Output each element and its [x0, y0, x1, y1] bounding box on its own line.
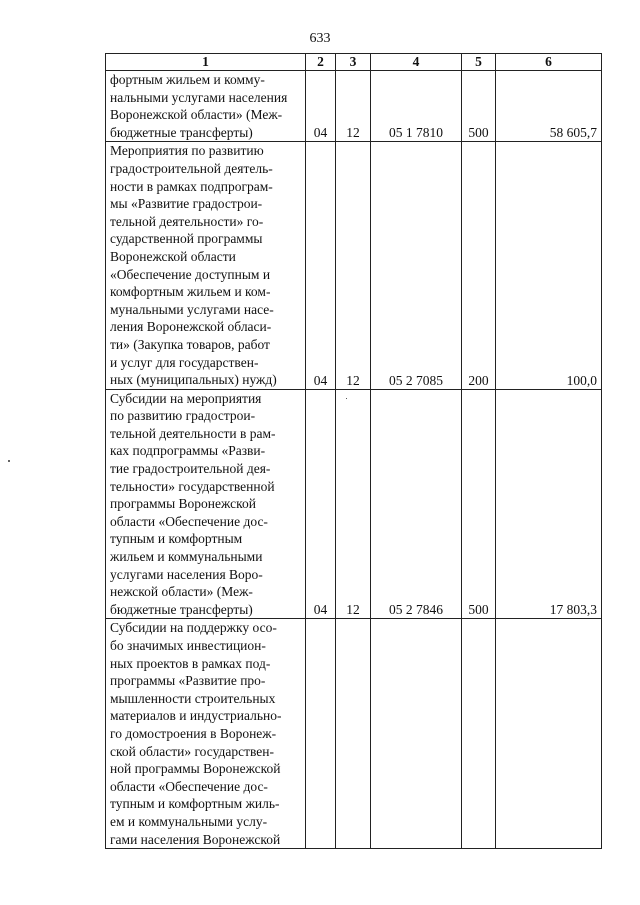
description-line: фортным жильем и комму- — [110, 72, 265, 87]
description-line: ления Воронежской обласи- — [110, 319, 272, 335]
target-article-cell: 05 2 7846 — [371, 389, 462, 619]
amount-cell: 58 605,7 — [496, 71, 602, 142]
page-number: 633 — [309, 31, 331, 46]
description-line: ности в рамках подпрограм- — [110, 178, 273, 194]
description-line: ках подпрограммы «Разви- — [110, 443, 266, 459]
table-row — [106, 71, 602, 142]
expense-type-cell: 200 — [462, 142, 496, 389]
description-line: услугами населения Воро- — [110, 566, 263, 582]
description-line: программы Воронежской — [110, 496, 256, 512]
description-line: программы «Развитие про- — [110, 673, 266, 689]
table-row — [106, 619, 602, 849]
expense-type-cell: 500 — [462, 389, 496, 619]
description-line: нальными услугами населения — [110, 89, 288, 105]
description-line: тие градостроительной дея- — [110, 461, 271, 477]
description-line: гами населения Воронежской — [110, 831, 281, 847]
description-cell — [106, 71, 306, 142]
description-line: материалов и индустриально- — [110, 708, 282, 724]
description-line: ной программы Воронежской — [110, 761, 281, 777]
scan-speck — [8, 460, 10, 462]
description-line: Воронежской области — [110, 248, 236, 264]
description-cell — [106, 142, 306, 389]
description-line: и услуг для государствен- — [110, 354, 259, 370]
description-line: области «Обеспечение дос- — [110, 513, 268, 529]
target-article-cell: 05 1 7810 — [371, 71, 462, 142]
description-cell — [106, 389, 306, 619]
description-line: ных проектов в рамках под- — [110, 655, 271, 671]
header-col-4: 4 — [371, 54, 462, 71]
header-row — [106, 54, 602, 71]
description-line: мунальными услугами насе- — [110, 301, 274, 317]
description-line: тупным и комфортным — [110, 531, 243, 547]
budget-table — [105, 53, 602, 849]
description-line: сударственной программы — [110, 231, 263, 247]
header-col-6: 6 — [496, 54, 602, 71]
description-line: нежской области» (Меж- — [110, 584, 253, 600]
description-line: бюджетные трансферты) — [110, 601, 253, 617]
description-line: мы «Развитие градострои- — [110, 196, 263, 212]
description-line: Воронежской области» (Меж- — [110, 107, 283, 123]
description-line: ти» (Закупка товаров, работ — [110, 336, 270, 352]
description-cell — [106, 619, 306, 849]
table-row — [106, 389, 602, 619]
target-article-cell: 05 2 7085 — [371, 142, 462, 389]
header-col-2: 2 — [306, 54, 336, 71]
description-line: жильем и коммунальными — [110, 549, 263, 565]
table-row — [106, 142, 602, 389]
description-line: Субсидии на поддержку осо- — [110, 620, 277, 636]
description-line: градостроительной деятель- — [110, 160, 273, 176]
header-col-3: 3 — [336, 54, 371, 71]
description-line: области «Обеспечение дос- — [110, 778, 268, 794]
expense-type-cell — [462, 619, 496, 849]
section-code-cell: 04 — [306, 142, 336, 389]
description-line: ем и коммунальными услу- — [110, 813, 268, 829]
subsection-code-cell: 12 — [336, 71, 371, 142]
description-line: «Обеспечение доступным и — [110, 266, 271, 282]
subsection-code-cell: 12 — [336, 389, 371, 619]
description-line: бо значимых инвестицион- — [110, 638, 266, 653]
target-article-cell — [371, 619, 462, 849]
description-line: бюджетные трансферты) — [110, 124, 253, 140]
description-line: го домостроения в Воронеж- — [110, 725, 277, 741]
description-line: мышленности строительных — [110, 690, 276, 706]
description-line: тельной деятельности» го- — [110, 213, 264, 229]
section-code-cell: 04 — [306, 389, 336, 619]
amount-cell — [496, 619, 602, 849]
description-line: ных (муниципальных) нужд) — [110, 372, 277, 388]
amount-cell: 17 803,3 — [496, 389, 602, 619]
amount-cell: 100,0 — [496, 142, 602, 389]
subsection-code-cell: 12 — [336, 142, 371, 389]
description-line: по развитию градострои- — [110, 408, 256, 424]
description-line: тельности» государственной — [110, 478, 275, 494]
expense-type-cell: 500 — [462, 71, 496, 142]
subsection-code-cell — [336, 619, 371, 849]
description-line: Субсидии на мероприятия — [110, 390, 262, 406]
header-col-1: 1 — [106, 54, 306, 71]
description-line: тупным и комфортным жиль- — [110, 796, 280, 812]
description-line: комфортным жильем и ком- — [110, 284, 271, 300]
section-code-cell: 04 — [306, 71, 336, 142]
description-line: тельной деятельности в рам- — [110, 425, 276, 441]
description-line: ской области» государствен- — [110, 743, 274, 759]
section-code-cell — [306, 619, 336, 849]
header-col-5: 5 — [462, 54, 496, 71]
description-line: Мероприятия по развитию — [110, 143, 264, 159]
